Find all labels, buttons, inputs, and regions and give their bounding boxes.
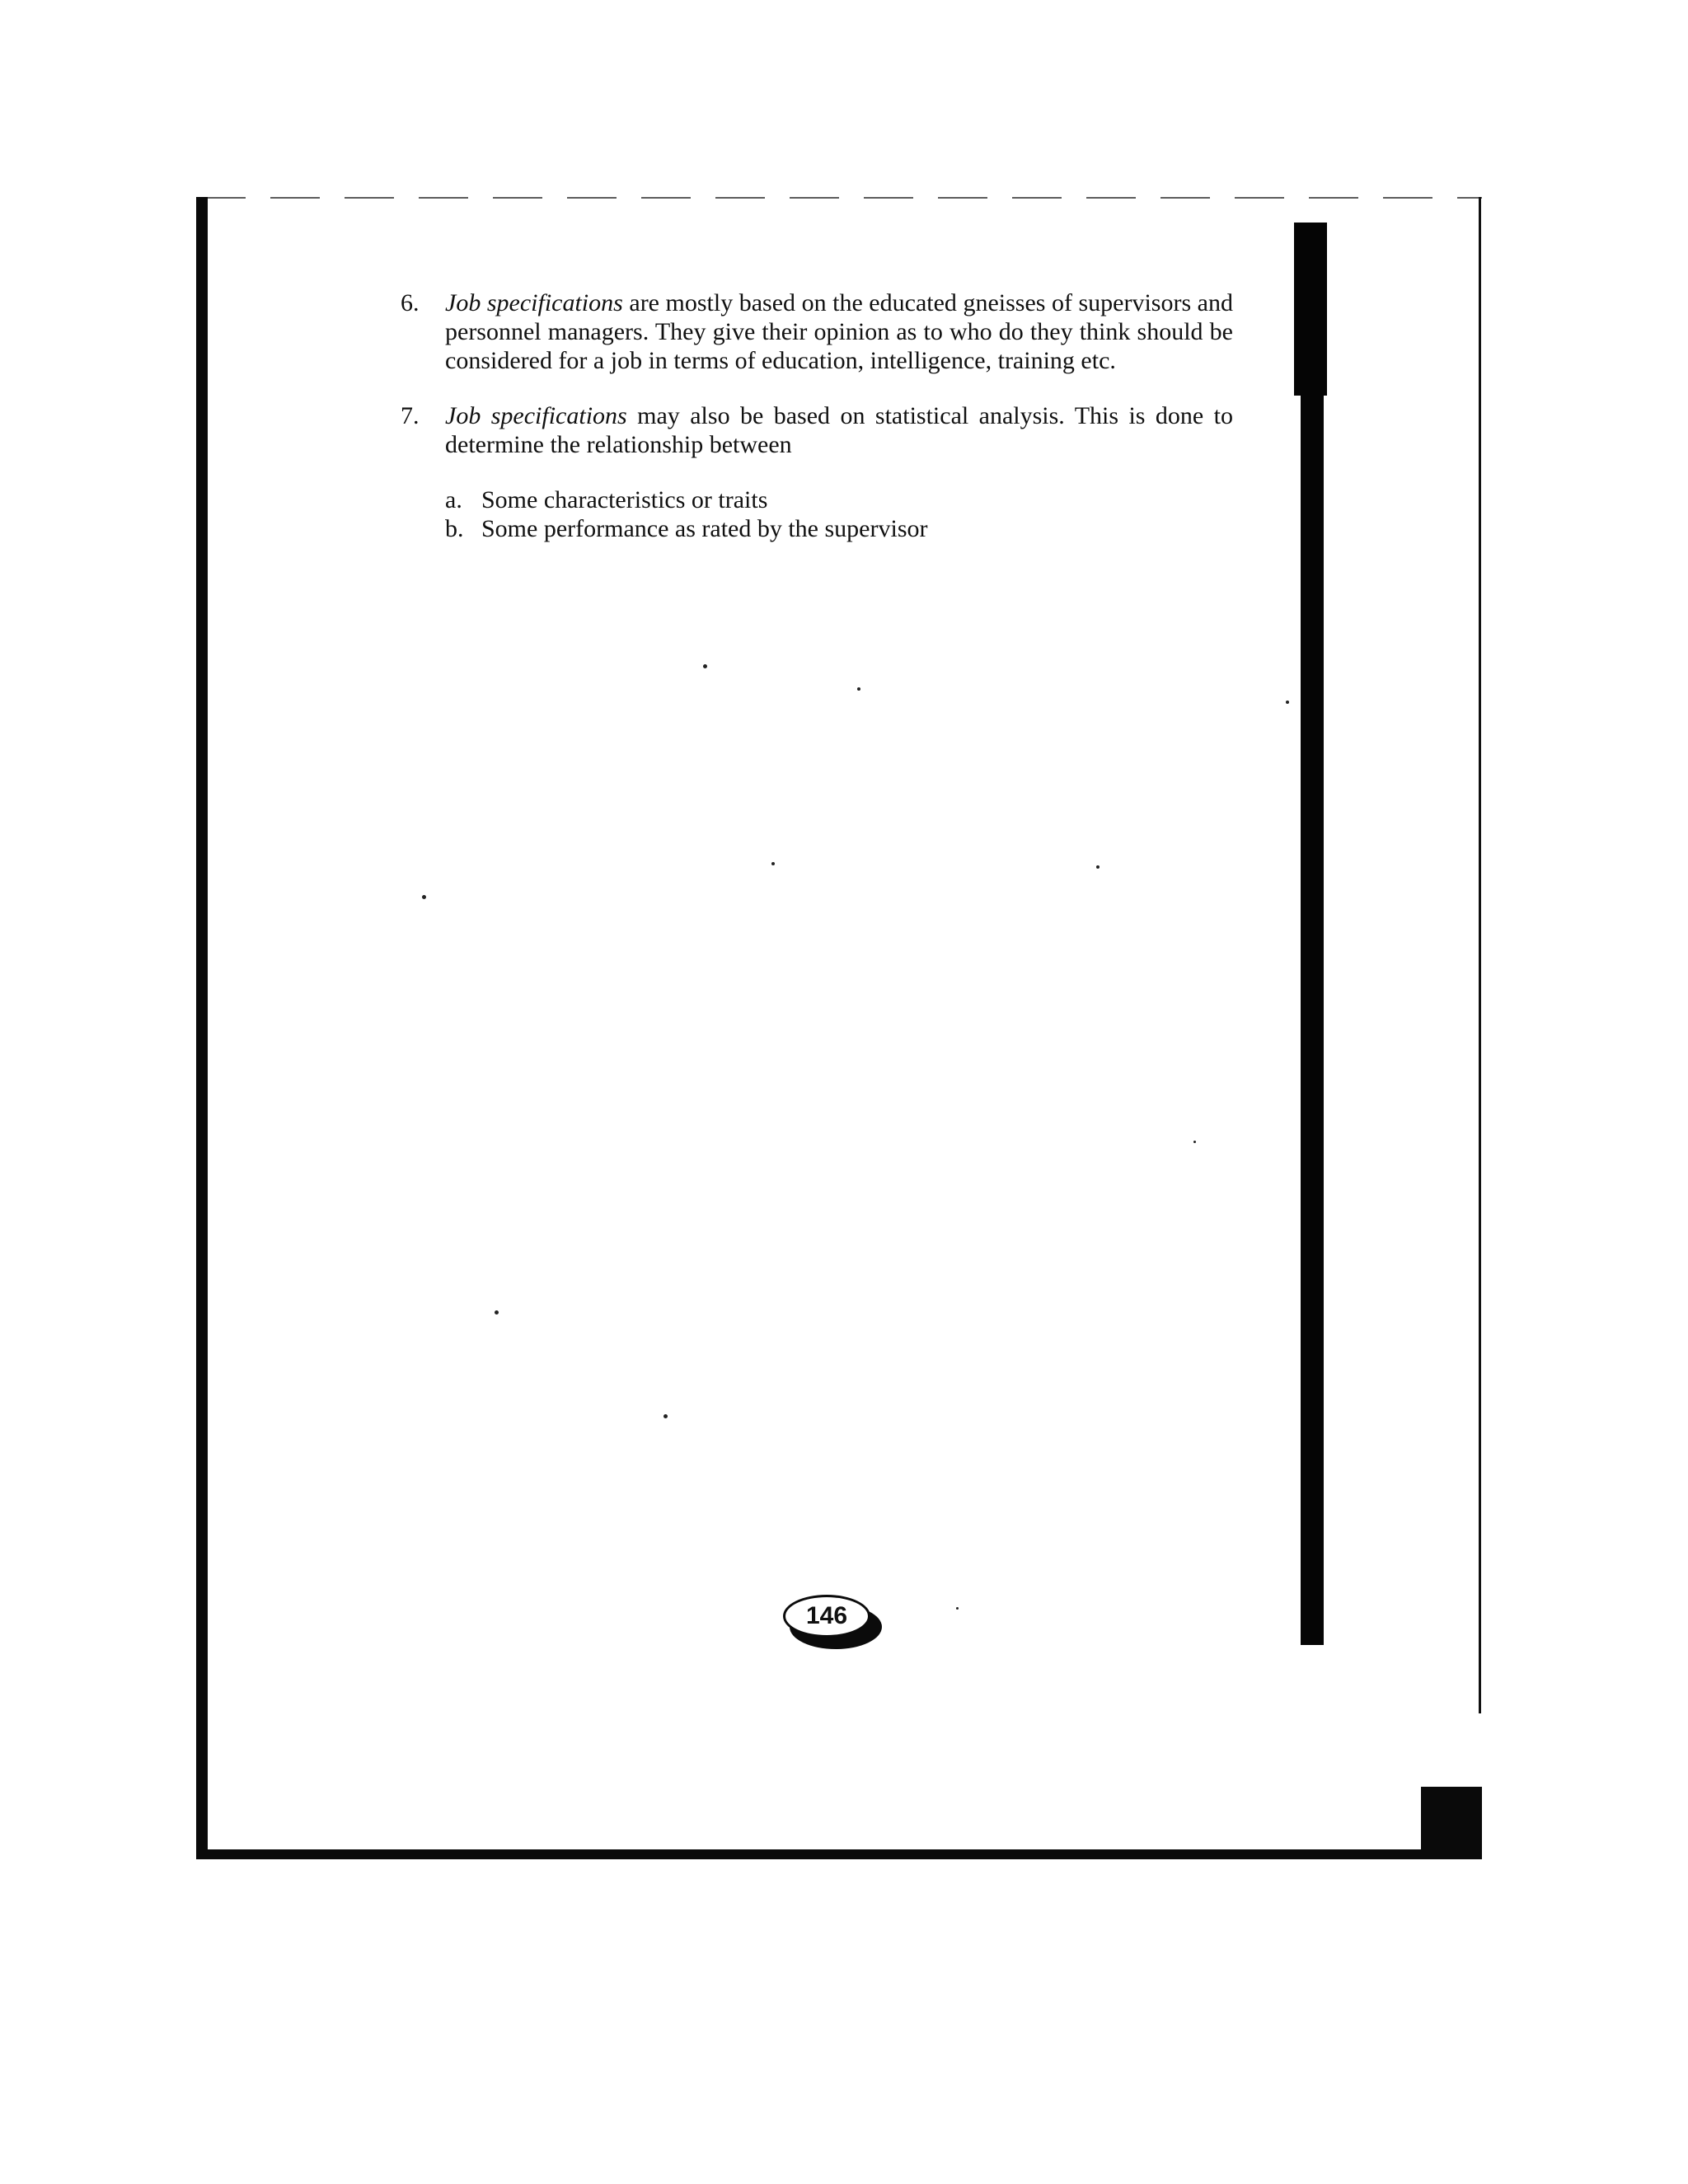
list-item (401, 401, 1233, 459)
frame-top-edge (196, 197, 1482, 199)
sub-list-item (445, 485, 1233, 514)
page-content (401, 288, 1233, 543)
item-term: Job specifications (445, 402, 627, 429)
frame-left-edge (196, 197, 208, 1858)
sub-list (401, 485, 1233, 543)
scan-speck (771, 862, 775, 865)
scan-speck (422, 895, 426, 899)
sub-item-letter: a. (445, 486, 462, 513)
scan-speck (703, 664, 707, 668)
sub-item-letter: b. (445, 515, 464, 542)
frame-bottom-edge (196, 1849, 1480, 1859)
page-number-badge (783, 1595, 882, 1649)
item-number: 6. (401, 289, 420, 316)
item-text: are mostly based on the educated gneisses of supervisors and personnel managers. They give their opinion as to who do they think should be considered for a job in terms of education, intelligence, training etc. (445, 289, 1233, 374)
item-number: 7. (401, 402, 420, 429)
page-number: 146 (783, 1595, 870, 1638)
frame-right-edge (1479, 197, 1481, 1713)
sub-item-text: Some characteristics or traits (481, 486, 768, 513)
item-term: Job specifications (445, 289, 623, 316)
sub-item-text: Some performance as rated by the supervisor (481, 515, 928, 542)
scan-speck (1193, 1141, 1196, 1143)
scan-speck (1286, 701, 1289, 704)
frame-corner-shadow (1421, 1787, 1482, 1859)
sub-list-item (445, 514, 1233, 543)
scan-speck (956, 1607, 959, 1610)
scan-speck (857, 687, 860, 691)
list-item (401, 288, 1233, 375)
scan-speck (663, 1414, 668, 1418)
binding-shadow (1301, 223, 1324, 1645)
scan-speck (1096, 865, 1100, 869)
scan-speck (495, 1310, 499, 1315)
item-text: may also be based on statistical analysis. This is done to determine the relationship between (445, 402, 1233, 458)
